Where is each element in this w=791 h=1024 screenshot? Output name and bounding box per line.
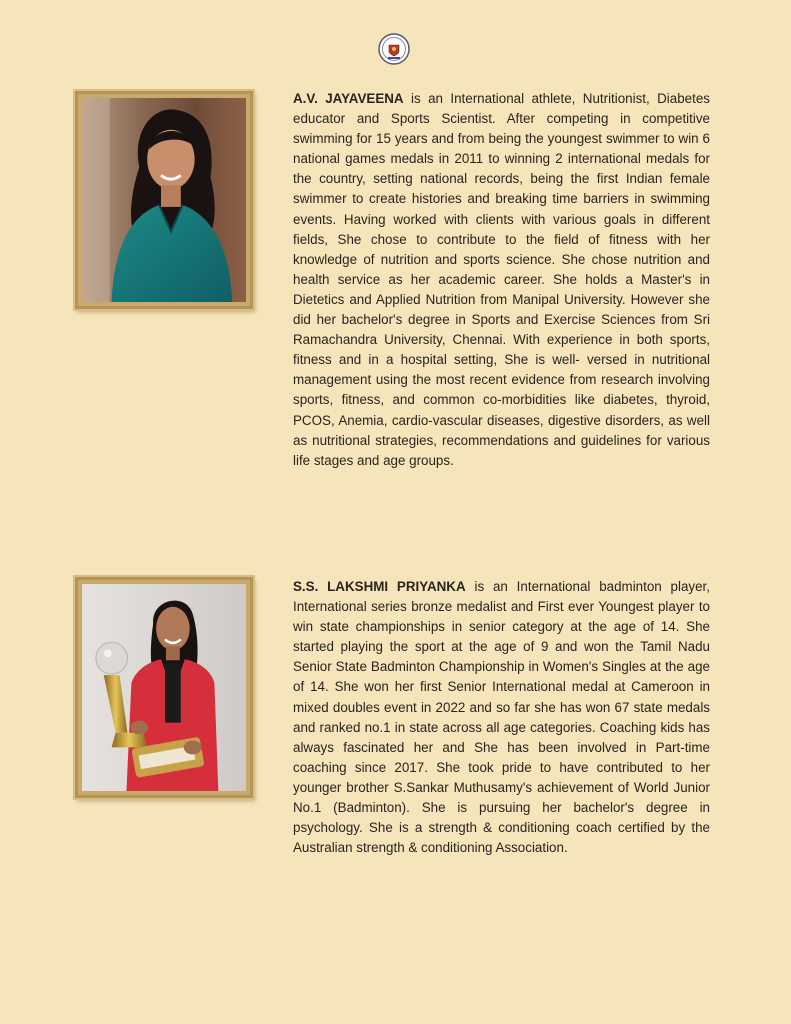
bio-jayaveena bbox=[293, 89, 710, 471]
photo-frame-jayaveena bbox=[75, 91, 253, 309]
portrait-photo-lakshmi-priyanka bbox=[82, 584, 246, 791]
bio-name: A.V. JAYAVEENA bbox=[293, 91, 404, 106]
bio-name: S.S. LAKSHMI PRIYANKA bbox=[293, 579, 466, 594]
photo-frame-lakshmi-priyanka bbox=[75, 577, 253, 798]
emblem-logo-icon bbox=[378, 33, 410, 65]
bio-lakshmi-priyanka bbox=[293, 577, 710, 858]
portrait-photo-jayaveena bbox=[82, 98, 246, 302]
bio-text: is an International athlete, Nutritionist, Diabetes educator and Sports Scientist. After competing in competitive swimming for 15 years and from being the youngest swimmer to win 6 national games medals in 2011 to winning 2 international medals for the country, setting national records, being the first Indian female swimmer to create histories and breaking time barriers in swimming events. Having worked with clients with various goals in different fields, She chose to contribute to the field of fitness with her knowledge of nutrition and sports science. She chose nutrition and health service as her academic career. She holds a Master's in Dietetics and Applied Nutrition from Manipal University. However she did her bachelor's degree in Sports and Exercise Sciences from Sri Ramachandra University, Chennai. With experience in both sports, fitness and in a hospital setting, She is well- versed in nutritional management using the most recent evidence from research involving sports, fitness, and common co-morbidities like diabetes, thyroid, PCOS, Anemia, cardio-vascular diseases, digestive disorders, as well as nutritional strategies, recommendations and guidelines for various life stages and age groups. bbox=[293, 91, 710, 468]
bio-text: is an International badminton player, International series bronze medalist and First ever Youngest player to win state championships in senior category at the age of 14. She started playing the sport at the age of 9 and won the Tamil Nadu Senior State Badminton Championship in Women's Singles at the age of 14. She won her first Senior International medal at Cameroon in mixed doubles event in 2022 and so far she has won 67 state medals and ranked no.1 in state across all age categories. Coaching kids has always fascinated her and She has been involved in Part-time coaching since 2017. She took pride to have contributed to her younger brother S.Sankar Muthusamy's achievement of World Junior No.1 (Badminton). She is pursuing her bachelor's degree in psychology. She is a strength & conditioning coach certified by the Australian strength & conditioning Association. bbox=[293, 579, 711, 856]
